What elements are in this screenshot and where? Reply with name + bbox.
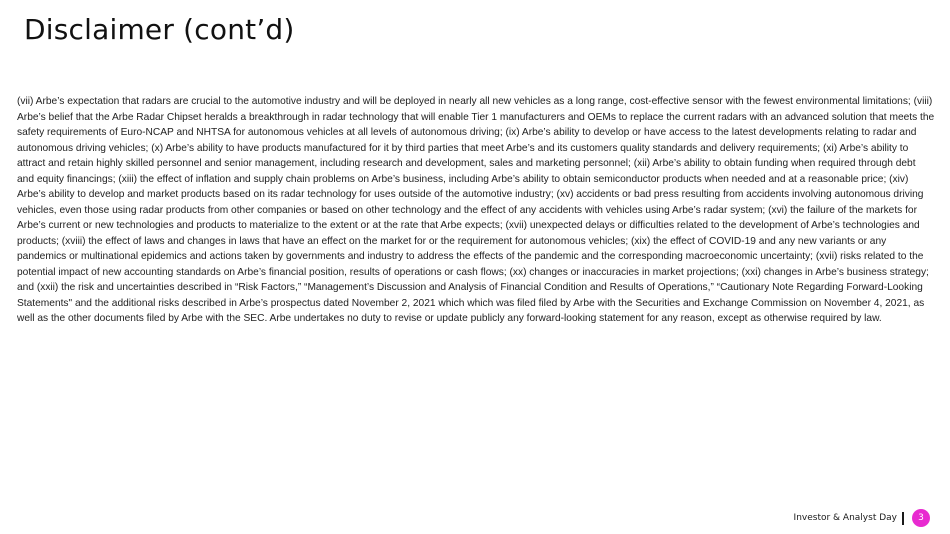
footer-divider: [902, 512, 904, 525]
slide-footer: [794, 508, 930, 528]
page-number-badge: 3: [912, 509, 930, 527]
footer-event-label: Investor & Analyst Day: [793, 513, 897, 523]
page-title: Disclaimer (cont’d): [24, 13, 295, 46]
disclaimer-body: (vii) Arbe’s expectation that radars are crucial to the automotive industry and will be deployed in nearly all new vehicles as a long range, cost-effective sensor with the fewest environmental limitations; (viii) Arbe’s belief that the Arbe Radar Chipset heralds a breakthrough in radar technology that will enable Tier 1 manufacturers and OEMs to replace the current radars with an advanced solution that meets the safety requirements of Euro-NCAP and NHTSA for autonomous vehicles at all levels of autonomous driving; (ix) Arbe’s ability to develop or have access to the latest developments relating to radar and autonomous driving vehicles; (x) Arbe’s ability to have products manufactured for it by third parties that meet Arbe’s and its customers quality standards and delivery requirements; (xi) Arbe’s ability to attract and retain highly skilled personnel and senior management, including research and development, sales and marketing personnel; (xii) Arbe’s ability to obtain funding when required through debt and equity financings; (xiii) the effect of inflation and supply chain problems on Arbe’s business, including Arbe’s ability to obtain semiconductor products when needed and at a reasonable price; (xiv) Arbe’s ability to develop and market products based on its radar technology for uses outside of the automotive industry; (xv) accidents or bad press resulting from accidents involving autonomous driving vehicles, even those using radar products from other companies or based on other technology and the effect of any accidents with vehicles using Arbe’s radar system; (xvi) the failure of the markets for Arbe’s current or new technologies and products to materialize to the extent or at the rate that Arbe expects; (xvii) unexpected delays or difficulties related to the development of Arbe’s technologies and products; (xviii) the effect of laws and changes in laws that have an effect on the market for or the requirement for autonomous vehicles; (xix) the effect of COVID-19 and any new variants or any pandemics or multinational epidemics and actions taken by governments and industry to address the effects of the pandemic and the corresponding macroeconomic uncertainty; (xvii) risks related to the potential impact of new accounting standards on Arbe’s financial position, results of operations or cash flows; (xx) changes or inaccuracies in market projections; (xxi) changes in Arbe’s business strategy; and (xxii) the risk and uncertainties described in “Risk Factors,” “Management’s Discussion and Analysis of Financial Condition and Results of Operations,” “Cautionary Note Regarding Forward-Looking Statements" and the additional risks described in Arbe’s prospectus dated November 2, 2021 which which was filed filed by Arbe with the Securities and Exchange Commission on November 4, 2021, as well as the other documents filed by Arbe with the SEC. Arbe undertakes no duty to revise or update publicly any forward-looking statement for any reason, except as otherwise required by law.: [17, 96, 935, 324]
